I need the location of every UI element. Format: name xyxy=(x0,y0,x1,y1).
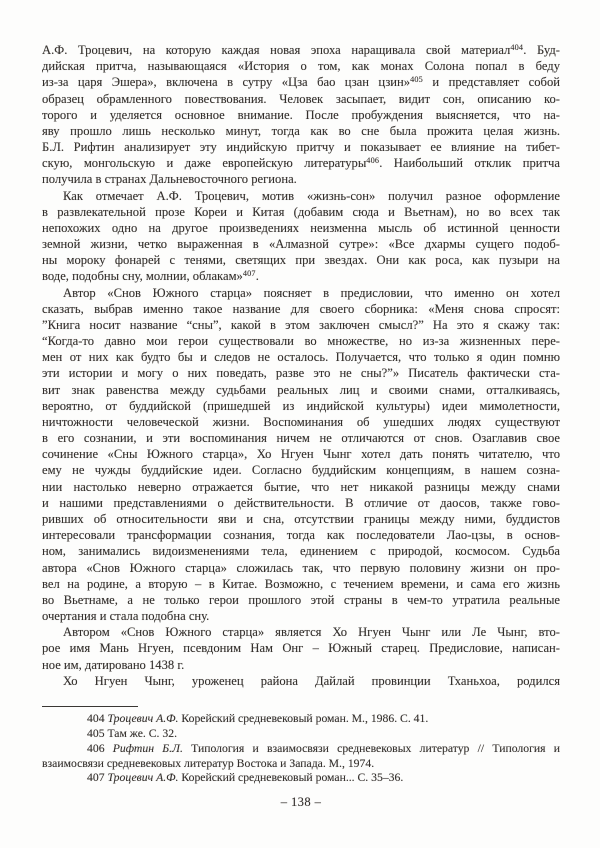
text-segment: 406 xyxy=(87,741,113,755)
text-segment: яву прошло лишь несколько минут, тогда как во сне была прожита целая жизнь. xyxy=(42,123,560,138)
text-segment: Как отмечает А.Ф. Троцевич, мотив «жизнь-сон» получил разное оформление xyxy=(63,188,560,203)
text-line xyxy=(42,58,560,74)
text-line xyxy=(42,527,560,543)
text-segment: интересовали трансформации сознания, тогда как последователи Лао-цзы, в основ- xyxy=(42,528,560,543)
text-line xyxy=(42,171,560,187)
footnote-item xyxy=(42,771,560,786)
text-segment: ему не чужды буддийские идеи. Согласно буддийским концепциям, в нашем созна- xyxy=(42,463,560,478)
text-segment: ное им, датировано 1438 г. xyxy=(42,657,185,672)
text-line xyxy=(42,560,560,576)
text-line xyxy=(42,236,560,252)
text-line xyxy=(42,673,560,689)
text-line xyxy=(42,771,560,786)
text-line xyxy=(42,333,560,349)
footnote-marker: 405 xyxy=(410,75,423,85)
text-segment: ривших об относительности яви и сна, отсутствии границы между ними, буддистов xyxy=(42,511,560,526)
text-segment: ны мороку фонарей с тенями, светящих при звездах. Они как роса, как пузыри на xyxy=(42,253,560,268)
text-line xyxy=(42,123,560,139)
text-segment: 404 xyxy=(87,712,108,726)
text-segment: . xyxy=(255,269,259,284)
body-paragraph xyxy=(42,285,560,625)
text-line xyxy=(42,382,560,398)
text-segment: ”Книга носит название “сны”, какой в этом заключен смысл?” На это я скажу так: xyxy=(42,317,560,332)
body-paragraph xyxy=(42,188,560,285)
text-segment: рое имя Мань Нгуен, псевдоним Нам Онг – Южный старец. Предисловие, написан- xyxy=(42,641,560,656)
text-segment: во Вьетнаме, а не только герои прошлого этой страны в чем-то утратила реальные xyxy=(42,592,560,607)
body-text xyxy=(42,42,560,689)
text-line xyxy=(42,576,560,592)
text-segment: Троцевич А.Ф. xyxy=(107,712,179,726)
text-line xyxy=(42,365,560,381)
text-segment: из-за царя Эшера», включена в сутру «Цза бао цзан цзин» xyxy=(42,75,411,90)
text-line xyxy=(42,712,560,727)
text-segment: сказать, выбрав именно такое название для своего сборника: «Меня снова спросят: xyxy=(42,301,560,316)
text-line xyxy=(42,252,560,268)
text-line xyxy=(42,188,560,204)
text-line xyxy=(42,317,560,333)
text-line xyxy=(42,657,560,673)
footnote-item xyxy=(42,742,560,771)
text-segment: непохожих одно на другое произведениях неизменна мысль об истинной ценности xyxy=(42,220,560,235)
text-segment: торого и уделяется основное внимание. После пробуждения выясняется, что на- xyxy=(42,107,560,122)
text-line xyxy=(42,727,560,742)
text-line xyxy=(42,495,560,511)
text-segment: ничтожности человеческой жизни. Воспоминания об ушедших людях существуют xyxy=(42,414,560,429)
text-segment: Б.Л. Рифтин анализирует эту индийскую притчу и показывает ее влияние на тибет- xyxy=(42,140,560,155)
text-segment: в его сознании, и эти воспоминания ничем не отличаются от снов. Озаглавив свое xyxy=(42,431,560,446)
text-segment: 405 Там же. С. 32. xyxy=(87,727,178,741)
text-segment: земной жизни, четко выраженная в «Алмазной сутре»: «Все дхармы сущего подоб- xyxy=(42,237,560,252)
text-segment: получила в странах Дальневосточного региона. xyxy=(42,172,297,187)
text-segment: вероятно, от буддийской (пришедшей из индийской культуры) идеи мимолетности, xyxy=(42,398,560,413)
footnote-separator xyxy=(42,706,138,708)
footnote-marker: 406 xyxy=(366,156,380,166)
text-segment: Типология и взаимосвязи средневековых литератур // Типология и xyxy=(182,741,560,755)
text-line xyxy=(42,543,560,559)
text-line xyxy=(42,285,560,301)
body-paragraph xyxy=(42,624,560,673)
text-segment: эти истории и могу о них поведать, разве это не сны?”» Писатель фактически ста- xyxy=(42,366,560,381)
text-segment: . Наибольший отклик притча xyxy=(379,156,560,171)
text-line xyxy=(42,624,560,640)
text-segment: очертания и стала подобна сну. xyxy=(42,609,210,624)
text-segment: Троцевич А.Ф. xyxy=(107,771,179,785)
footnote-marker: 404 xyxy=(510,42,524,52)
text-line xyxy=(42,414,560,430)
text-line xyxy=(42,592,560,608)
text-line xyxy=(42,42,560,58)
text-segment: и представляет собой xyxy=(422,75,560,90)
text-line xyxy=(42,107,560,123)
text-line xyxy=(42,430,560,446)
text-segment: Хо Нгуен Чынг, уроженец района Дайлай провинции Тханьхоа, родился xyxy=(63,673,560,688)
page-number: – 138 – xyxy=(280,794,322,809)
footnote-item xyxy=(42,727,560,742)
text-segment: 407 xyxy=(87,771,108,785)
text-segment: Рифтин Б.Л. xyxy=(112,741,183,755)
text-segment: в развлекательной прозе Кореи и Китая (добавим сюда и Вьетнам), но во всех так xyxy=(42,204,560,219)
text-line xyxy=(42,479,560,495)
text-segment: скую, монгольскую и даже европейскую литературы xyxy=(42,156,367,171)
text-segment: вел на родине, а вторую – в Китае. Возможно, с течением времени, и сама его жизнь xyxy=(42,576,560,591)
text-line xyxy=(42,301,560,317)
text-segment: ном, занимались видоизменениями тела, единением с природой, космосом. Судьба xyxy=(42,544,560,559)
text-segment: образец обрамленного повествования. Человек засыпает, видит сон, описанию ко- xyxy=(42,91,560,106)
text-line xyxy=(42,398,560,414)
text-line xyxy=(42,139,560,155)
text-segment: мен от них как будто бы и следов не осталось. Получается, что только я один помню xyxy=(42,350,560,365)
text-segment: и нашими представлениями о действительности. В отличие от даосов, также гово- xyxy=(42,495,560,510)
text-segment: дийская притча, называющаяся «История о том, как монах Солона попал в беду xyxy=(42,59,560,74)
text-segment: вит знак равенства между судьбами реальных лиц и своими снами, отталкиваясь, xyxy=(42,382,560,397)
footnote-marker: 407 xyxy=(242,269,256,279)
text-segment: воде, подобны сну, молнии, облакам» xyxy=(42,269,243,284)
body-paragraph xyxy=(42,673,560,689)
body-paragraph xyxy=(42,42,560,188)
text-segment: А.Ф. Троцевич, на которую каждая новая эпоха наращивала свой материал xyxy=(42,43,511,57)
text-line xyxy=(42,608,560,624)
text-segment: взаимосвязи средневековых литератур Востока и Запада. М., 1974. xyxy=(42,756,375,770)
text-line xyxy=(42,349,560,365)
text-line xyxy=(42,742,560,757)
text-line xyxy=(42,640,560,656)
text-segment: . Буд- xyxy=(523,43,560,57)
footnote-item xyxy=(42,712,560,727)
text-line xyxy=(42,155,560,171)
text-segment: Корейский средневековый роман. М., 1986. С. 41. xyxy=(178,712,429,726)
text-line xyxy=(42,220,560,236)
text-line xyxy=(42,204,560,220)
text-segment: автора «Снов Южного старца» сложилась так, что первую половину жизни он про- xyxy=(42,560,560,575)
text-segment: “Когда-то давно мои герои существовали во множестве, но из-за жизненных пере- xyxy=(42,334,560,349)
text-line xyxy=(42,511,560,527)
text-line xyxy=(42,74,560,90)
text-line xyxy=(42,91,560,107)
text-line xyxy=(42,757,560,772)
text-segment: нии настолько неверно отражается бытие, что нет никакой разницы между снами xyxy=(42,479,560,494)
footnotes xyxy=(42,712,560,785)
text-line xyxy=(42,462,560,478)
text-segment: Автором «Снов Южного старца» является Хо Нгуен Чынг или Ле Чынг, вто- xyxy=(63,625,560,640)
text-line xyxy=(42,446,560,462)
text-segment: Автор «Снов Южного старца» поясняет в предисловии, что именно он хотел xyxy=(63,285,560,300)
text-segment: сочинение «Сны Южного старца», Хо Нгуен Чынг хотел дать понять читателю, что xyxy=(42,447,560,462)
text-line xyxy=(42,268,560,284)
text-segment: Корейский средневековый роман... С. 35–36. xyxy=(178,771,404,785)
